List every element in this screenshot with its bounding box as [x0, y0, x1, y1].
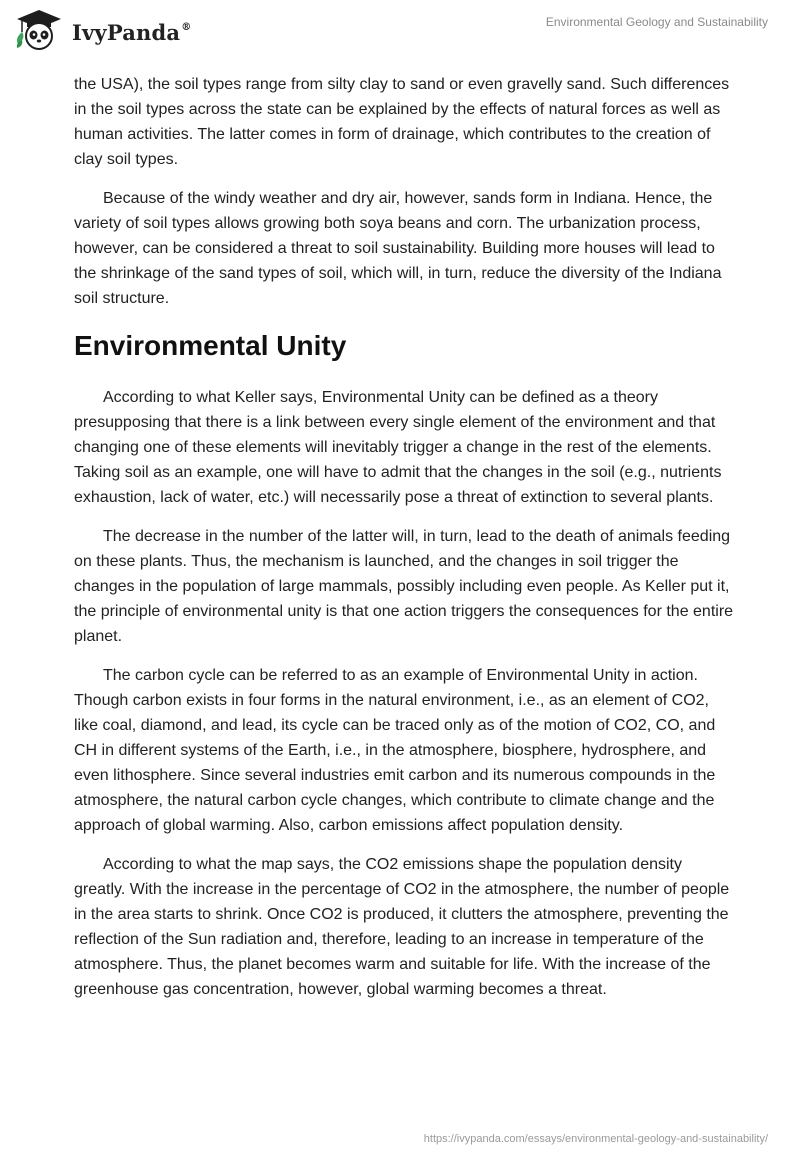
paragraph: The decrease in the number of the latter will, in turn, lead to the death of animals feeding on these plants. Thus, the mechanism is launched, and the changes in soil trigger the changes in the population of large mammals, possibly including even people. As Keller put it, the principle of environmental unity is that one action triggers the consequences for the entire planet.: [74, 528, 734, 645]
document-title: Environmental Geology and Sustainability: [545, 15, 768, 29]
paragraph: The carbon cycle can be referred to as an example of Environmental Unity in action. Though carbon exists in four forms in the natural environment, i.e., as an element of CO2, like coal, diamond, and lead, its cycle can be traced only as of the motion of CO2, CO, and CH in different systems of the Earth, i.e., in the atmosphere, biosphere, hydrosphere, and even lithosphere. Since several industries emit carbon and its numerous compounds in the atmosphere, the natural carbon cycle changes, which contribute to climate change and the approach of global warming. Also, carbon emissions affect population density.: [74, 667, 716, 834]
section-heading: Environmental Unity: [74, 330, 347, 361]
page-header: [0, 0, 800, 64]
paragraph: According to what Keller says, Environmental Unity can be defined as a theory presupposing that there is a link between every single element of the environment and that changing one of these elements will inevitably trigger a change in the rest of the elements. Taking soil as an example, one will have to admit that the changes in the soil (e.g., nutrients exhaustion, lack of water, etc.) will necessarily pose a threat of extinction to several plants.: [74, 389, 722, 506]
paragraph: Because of the windy weather and dry air, however, sands form in Indiana. Hence, the variety of soil types allows growing both soya beans and corn. The urbanization process, however, can be considered a threat to soil sustainability. Building more houses will lead to the shrinkage of the sand types of soil, which will, in turn, reduce the diversity of the Indiana soil structure.: [74, 190, 722, 307]
source-url[interactable]: https://ivypanda.com/essays/environmental-geology-and-sustainability/: [423, 1133, 768, 1145]
ivypanda-logo[interactable]: [14, 8, 191, 52]
paragraph: the USA), the soil types range from silty clay to sand or even gravelly sand. Such differences in the soil types across the state can be explained by the effects of natural forces as well as human activities. The latter comes in form of drainage, which contributes to the creation of clay soil types.: [74, 76, 730, 168]
panda-graduate-icon: [14, 8, 64, 52]
brand-name: IvyPanda®: [72, 19, 192, 45]
trademark-symbol: ®: [181, 21, 192, 33]
paragraph: According to what the map says, the CO2 emissions shape the population density greatly. With the increase in the percentage of CO2 in the atmosphere, the number of people in the area starts to shrink. Once CO2 is produced, it clutters the atmosphere, preventing the reflection of the Sun radiation and, therefore, leading to an increase in temperature of the atmosphere. Thus, the planet becomes warm and suitable for life. With the increase of the greenhouse gas concentration, however, global warming becomes a threat.: [74, 856, 730, 998]
essay-body: [74, 72, 734, 1016]
